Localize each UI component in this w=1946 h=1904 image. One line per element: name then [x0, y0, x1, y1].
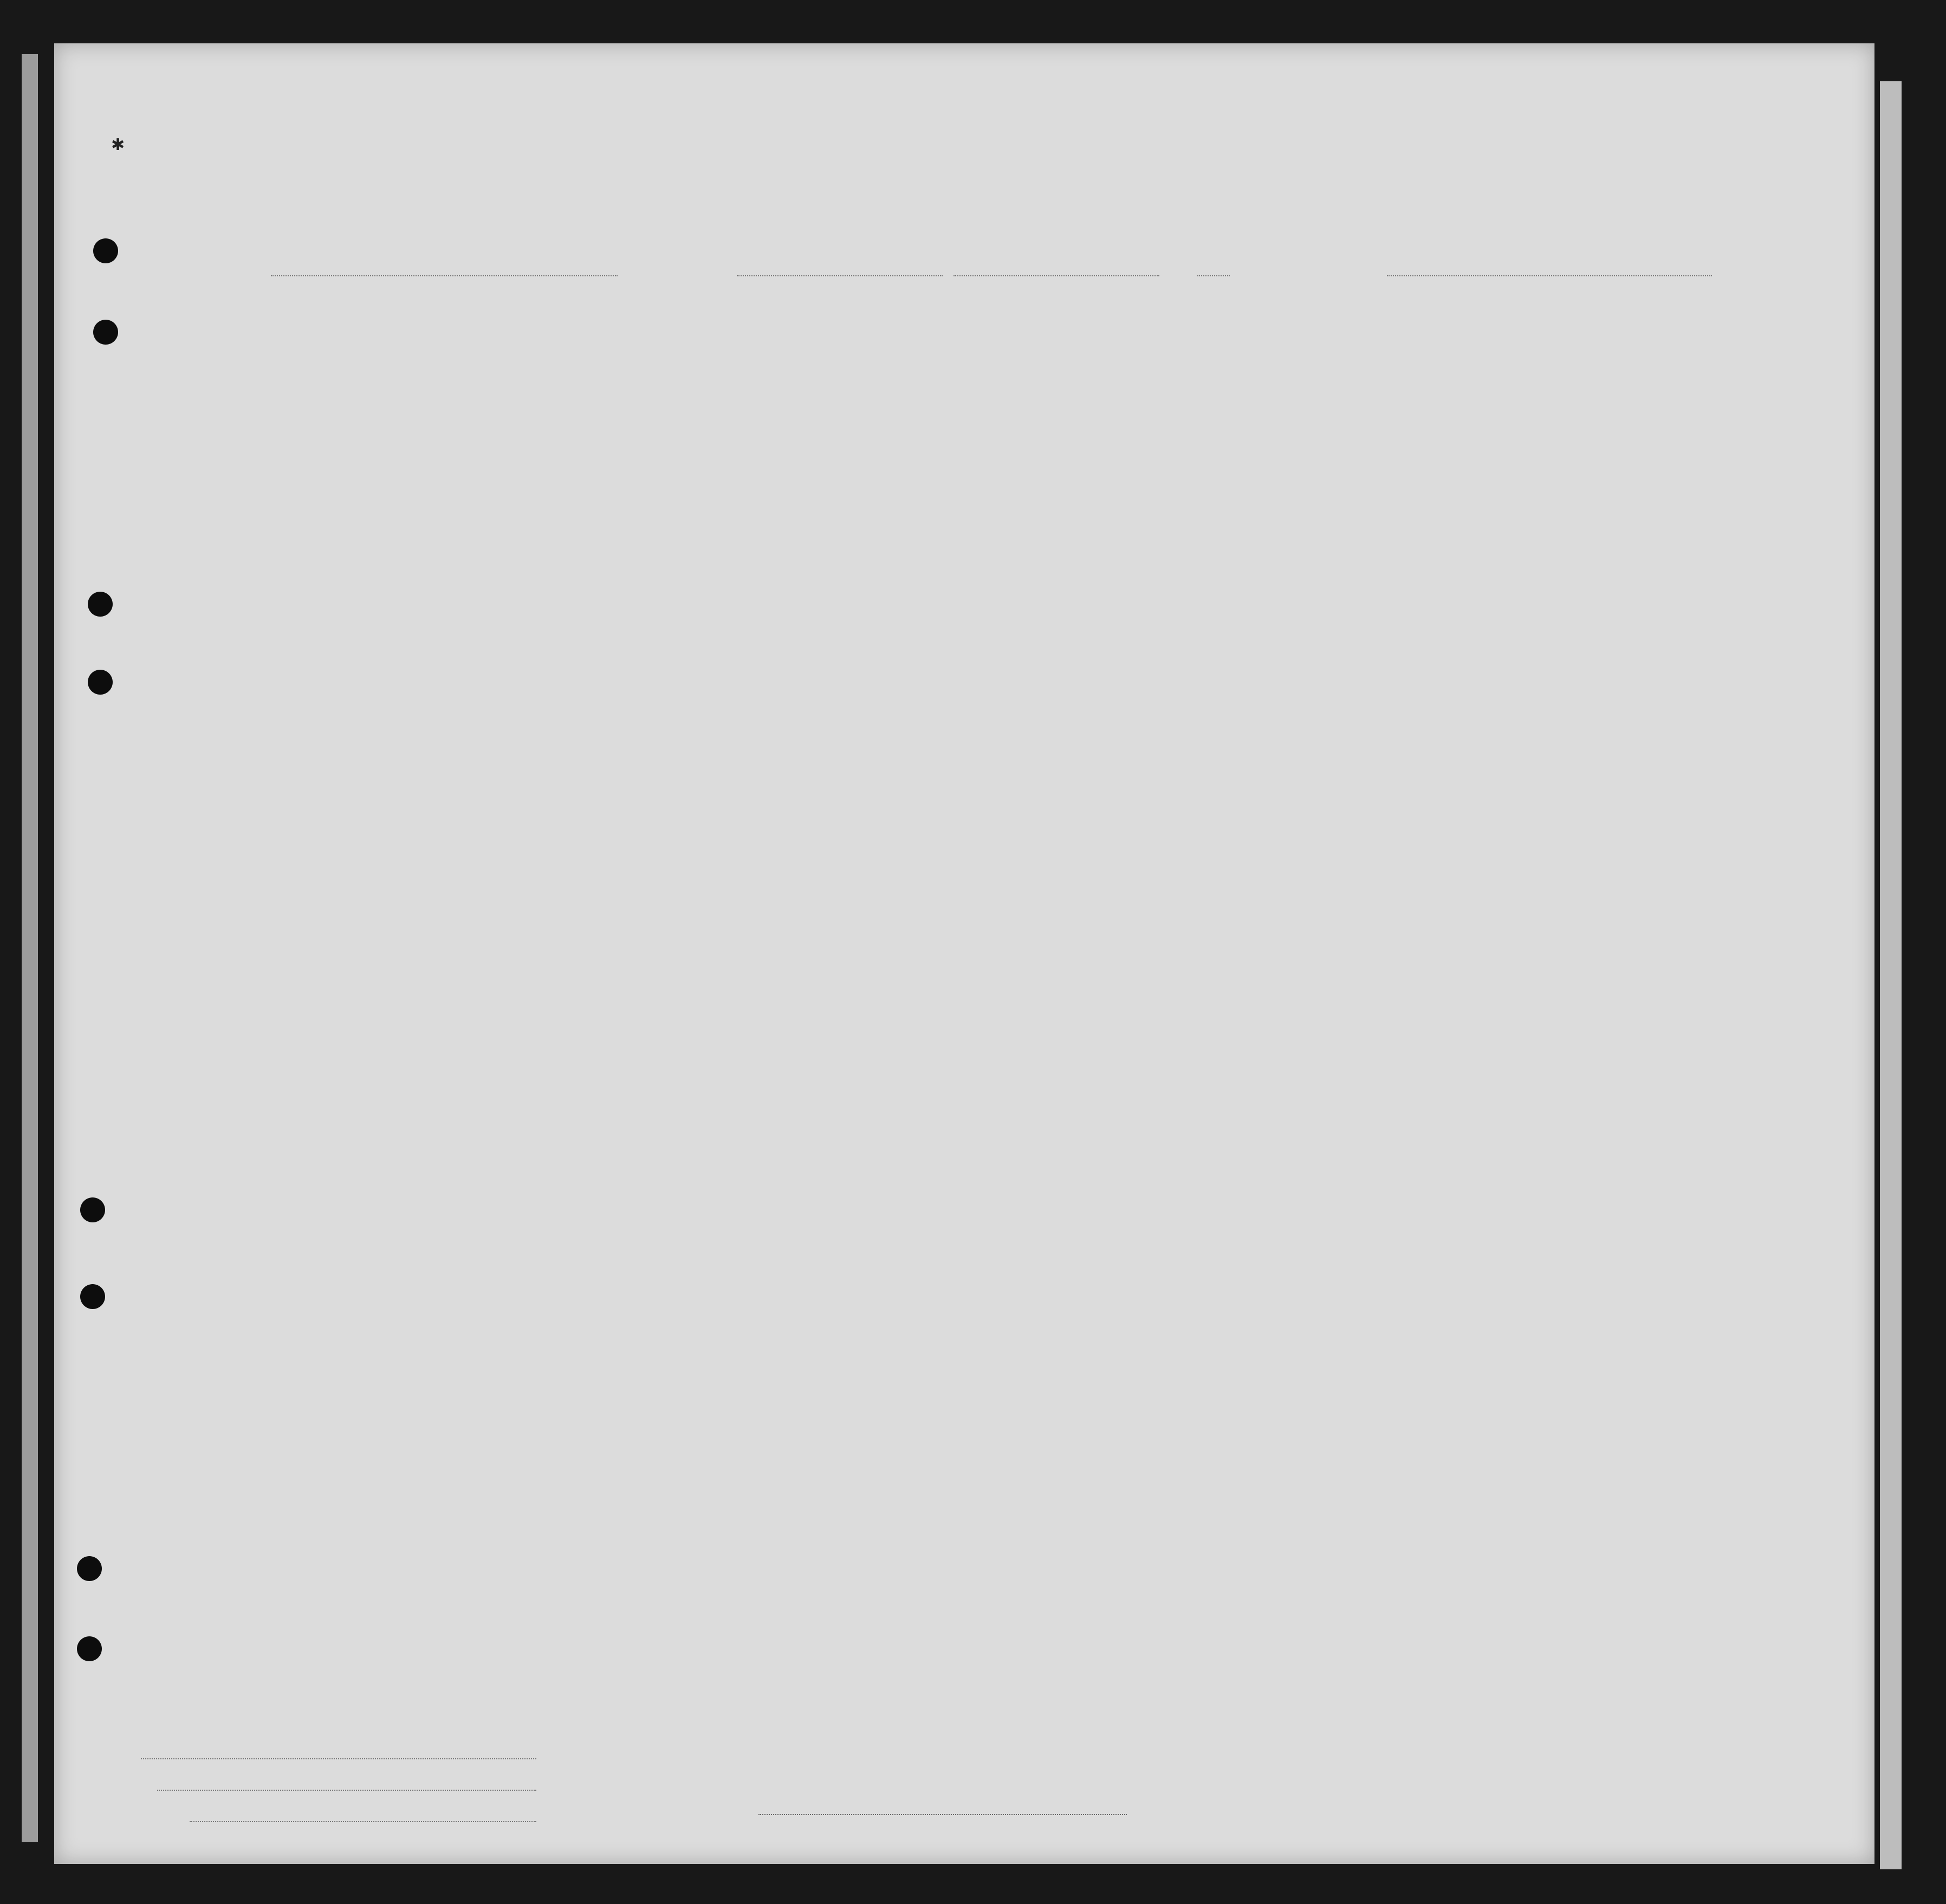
manifest-sheet	[54, 43, 1874, 1864]
punch-hole	[80, 1284, 105, 1309]
port-blank	[1387, 275, 1712, 276]
page-edge-right	[1880, 81, 1902, 1869]
pin-mark: ✱	[111, 135, 125, 154]
owners-blank	[157, 1790, 536, 1791]
punch-hole	[80, 1197, 105, 1222]
punch-hole	[77, 1636, 102, 1661]
agents-blank	[190, 1821, 536, 1822]
punch-hole	[77, 1556, 102, 1581]
year-blank	[1197, 275, 1230, 276]
vessel-blank	[271, 275, 618, 276]
punch-hole	[93, 238, 118, 263]
punch-hole	[88, 592, 113, 617]
signature-line	[758, 1814, 1127, 1815]
line-blank	[141, 1758, 536, 1759]
punch-hole	[88, 670, 113, 695]
page-edge-left	[22, 54, 38, 1842]
arriving-blank	[737, 275, 943, 276]
date-blank	[953, 275, 1159, 276]
punch-hole	[93, 320, 118, 345]
